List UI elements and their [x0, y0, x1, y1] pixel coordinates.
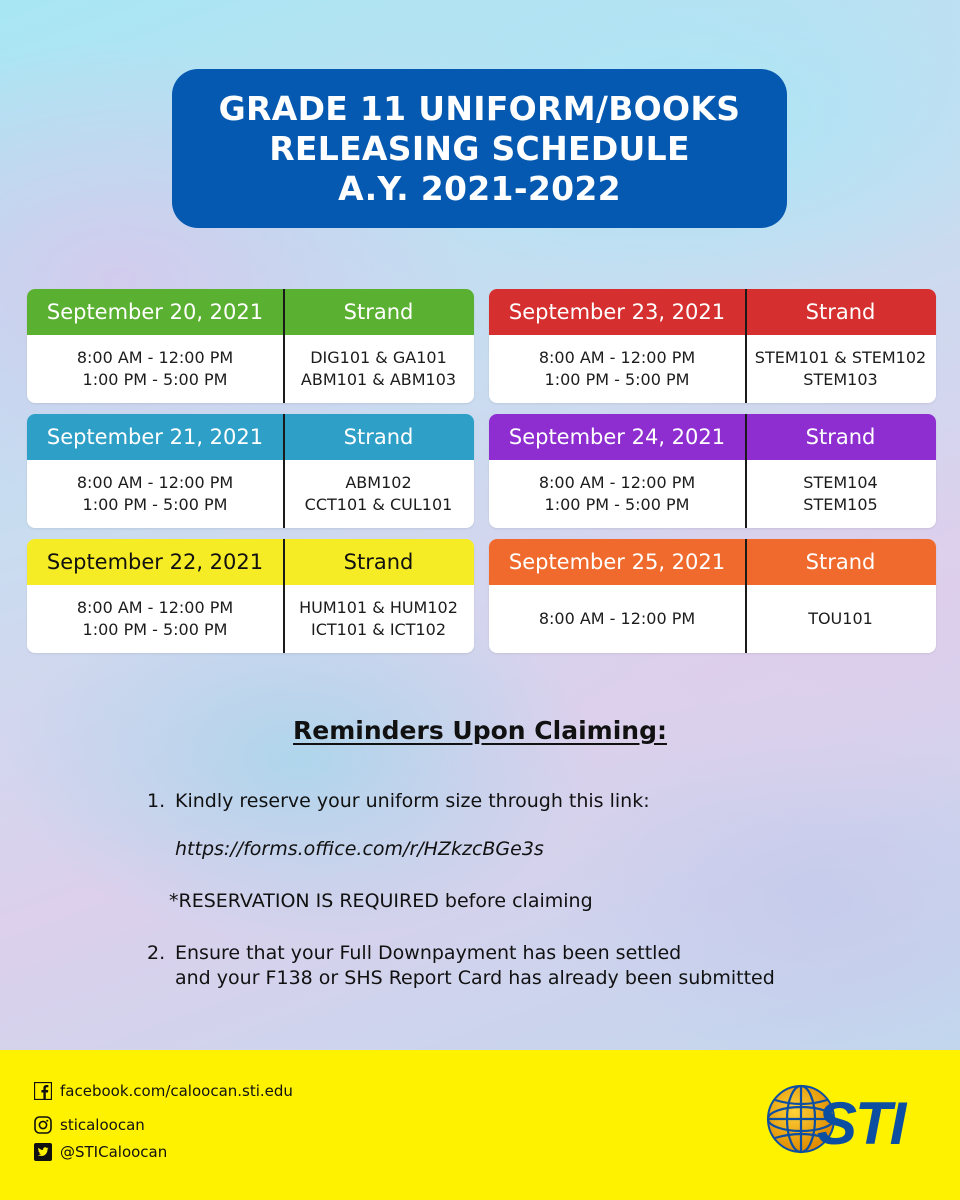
- time-slot: 1:00 PM - 5:00 PM: [544, 495, 690, 514]
- card-body: [489, 335, 936, 403]
- card-strands: [745, 585, 936, 653]
- card-times: [27, 335, 283, 403]
- card-divider: [283, 414, 285, 528]
- reservation-note: *RESERVATION IS REQUIRED before claiming: [169, 890, 593, 912]
- facebook-link[interactable]: [34, 1082, 293, 1100]
- card-strands: [283, 335, 474, 403]
- card-divider: [283, 539, 285, 653]
- card-header: [489, 289, 936, 335]
- strand-value: HUM101 & HUM102: [299, 598, 458, 617]
- card-strands: [283, 460, 474, 528]
- logo-text: STI: [817, 1090, 905, 1157]
- card-header: [489, 539, 936, 585]
- card-divider: [745, 539, 747, 653]
- card-strand-header: Strand: [343, 425, 414, 449]
- title-line-1: GRADE 11 UNIFORM/BOOKS: [218, 88, 741, 128]
- card-date: September 24, 2021: [508, 425, 726, 449]
- time-slot: 8:00 AM - 12:00 PM: [538, 473, 696, 492]
- card-strand-header: Strand: [343, 300, 414, 324]
- twitter-link[interactable]: [34, 1143, 167, 1161]
- title-line-3: A.Y. 2021-2022: [338, 168, 621, 208]
- schedule-card-sep20: [27, 289, 474, 403]
- time-slot: 8:00 AM - 12:00 PM: [538, 609, 696, 628]
- strand-value: ABM101 & ABM103: [300, 370, 457, 389]
- facebook-handle: facebook.com/caloocan.sti.edu: [60, 1082, 293, 1100]
- card-header: [27, 539, 474, 585]
- card-divider: [745, 289, 747, 403]
- card-header: [27, 414, 474, 460]
- card-header: [489, 414, 936, 460]
- facebook-icon: [34, 1082, 52, 1100]
- sti-logo: [763, 1078, 928, 1160]
- card-times: [27, 585, 283, 653]
- strand-value: TOU101: [808, 609, 873, 628]
- card-times: [489, 460, 745, 528]
- time-slot: 8:00 AM - 12:00 PM: [538, 348, 696, 367]
- strand-value: STEM104: [803, 473, 878, 492]
- title-line-2: RELEASING SCHEDULE: [269, 128, 690, 168]
- card-times: [489, 585, 745, 653]
- time-slot: 8:00 AM - 12:00 PM: [76, 598, 234, 617]
- time-slot: 1:00 PM - 5:00 PM: [82, 370, 228, 389]
- card-body: [489, 460, 936, 528]
- card-body: [27, 585, 474, 653]
- card-header: [27, 289, 474, 335]
- twitter-handle: @STICaloocan: [60, 1143, 168, 1161]
- card-body: [489, 585, 936, 653]
- title-banner: [172, 69, 787, 228]
- time-slot: 8:00 AM - 12:00 PM: [76, 348, 234, 367]
- strand-value: STEM103: [803, 370, 878, 389]
- card-date: September 21, 2021: [46, 425, 264, 449]
- reminder-1-number: 1.: [147, 790, 166, 812]
- time-slot: 1:00 PM - 5:00 PM: [544, 370, 690, 389]
- schedule-card-sep25: [489, 539, 936, 653]
- instagram-handle: sticaloocan: [60, 1116, 145, 1134]
- reminder-2-line-1: Ensure that your Full Downpayment has been settled: [175, 942, 682, 964]
- card-date: September 22, 2021: [46, 550, 264, 574]
- card-divider: [745, 414, 747, 528]
- card-strand-header: Strand: [805, 300, 876, 324]
- twitter-icon: [34, 1143, 52, 1161]
- reminder-1-text: Kindly reserve your uniform size through this link:: [175, 790, 650, 812]
- strand-value: STEM105: [803, 495, 878, 514]
- schedule-card-sep21: [27, 414, 474, 528]
- time-slot: 8:00 AM - 12:00 PM: [76, 473, 234, 492]
- strand-value: CCT101 & CUL101: [304, 495, 453, 514]
- card-strand-header: Strand: [343, 550, 414, 574]
- card-date: September 25, 2021: [508, 550, 726, 574]
- card-strand-header: Strand: [805, 425, 876, 449]
- card-date: September 23, 2021: [508, 300, 726, 324]
- card-times: [489, 335, 745, 403]
- card-strands: [283, 585, 474, 653]
- instagram-icon: [34, 1116, 52, 1134]
- card-divider: [283, 289, 285, 403]
- strand-value: ABM102: [345, 473, 412, 492]
- card-strand-header: Strand: [805, 550, 876, 574]
- strand-value: STEM101 & STEM102: [754, 348, 927, 367]
- reminder-2-line-2: and your F138 or SHS Report Card has already been submitted: [175, 967, 775, 989]
- reminder-2-number: 2.: [147, 942, 166, 964]
- time-slot: 1:00 PM - 5:00 PM: [82, 620, 228, 639]
- reservation-link[interactable]: https://forms.office.com/r/HZkzcBGe3s: [175, 838, 544, 860]
- strand-value: ICT101 & ICT102: [310, 620, 447, 639]
- instagram-link[interactable]: [34, 1116, 145, 1134]
- schedule-card-sep22: [27, 539, 474, 653]
- card-date: September 20, 2021: [46, 300, 264, 324]
- schedule-card-sep23: [489, 289, 936, 403]
- card-body: [27, 460, 474, 528]
- card-strands: [745, 335, 936, 403]
- strand-value: DIG101 & GA101: [310, 348, 447, 367]
- schedule-card-sep24: [489, 414, 936, 528]
- time-slot: 1:00 PM - 5:00 PM: [82, 495, 228, 514]
- card-times: [27, 460, 283, 528]
- card-body: [27, 335, 474, 403]
- card-strands: [745, 460, 936, 528]
- reminders-title: Reminders Upon Claiming:: [293, 716, 667, 745]
